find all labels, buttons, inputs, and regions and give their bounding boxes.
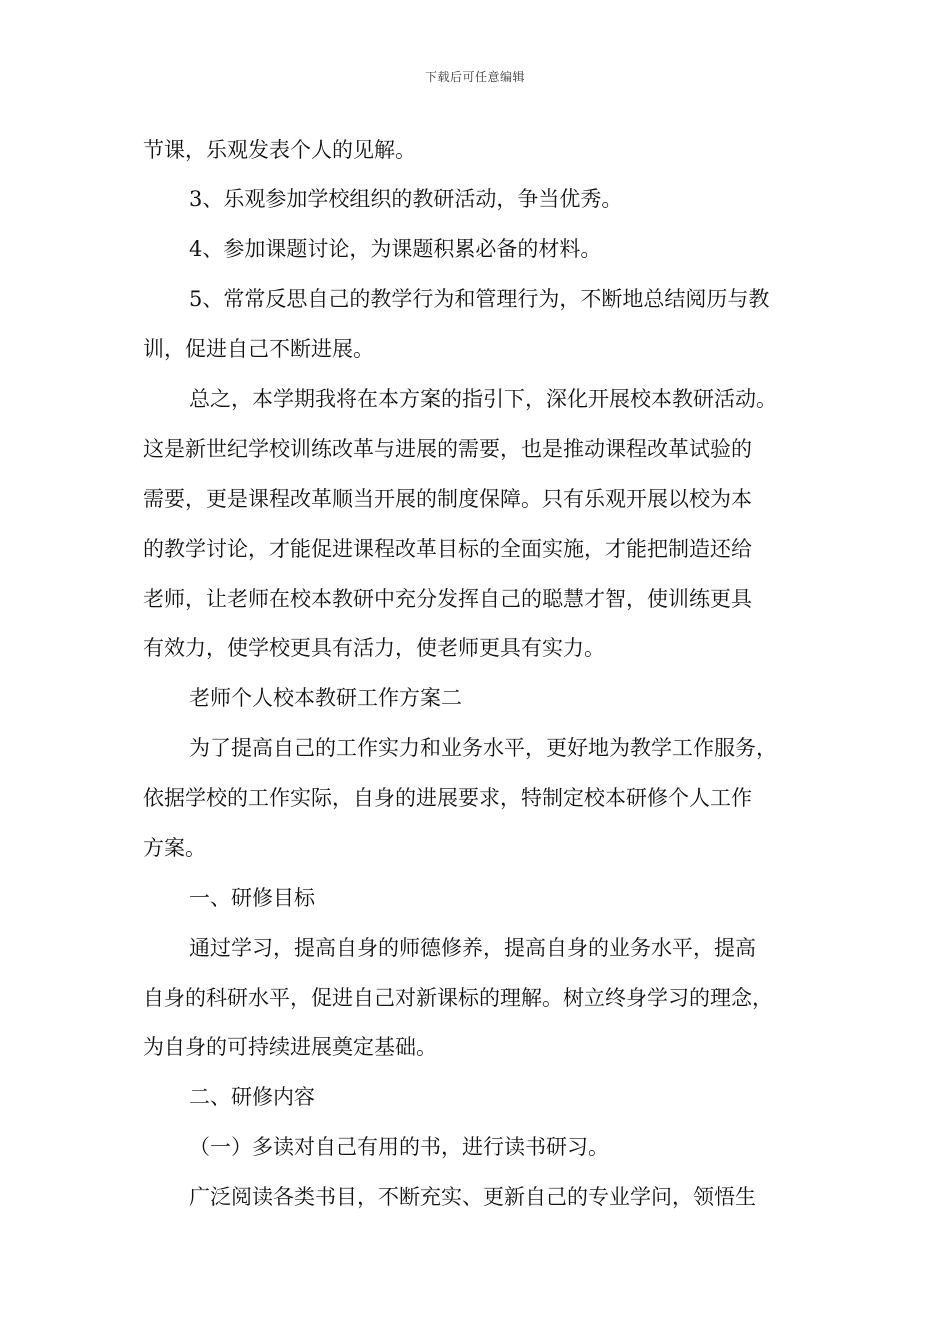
text-line: 依据学校的工作实际，自身的进展要求，特制定校本研修个人工作 (143, 786, 752, 810)
text-line: 训，促进自己不断进展。 (143, 337, 374, 361)
text-line: 3、乐观参加学校组织的教研活动，争当优秀。 (189, 187, 623, 211)
text-line: 自身的科研水平，促进自己对新课标的理解。树立终身学习的理念， (143, 986, 773, 1010)
text-line: 节课，乐观发表个人的见解。 (143, 138, 416, 162)
text-line: 通过学习，提高自身的师德修养，提高自身的业务水平，提高 (189, 936, 756, 960)
section-heading: 一、研修目标 (189, 886, 315, 910)
text-line: 的教学讨论，才能促进课程改革目标的全面实施，才能把制造还给 (143, 537, 752, 561)
section-title: 老师个人校本教研工作方案二 (189, 686, 462, 710)
text-line: 总之，本学期我将在本方案的指引下，深化开展校本教研活动。 (189, 387, 777, 411)
text-line: 这是新世纪学校训练改革与进展的需要，也是推动课程改革试验的 (143, 437, 752, 461)
text-line: 需要，更是课程改革顺当开展的制度保障。只有乐观开展以校为本 (143, 487, 752, 511)
text-line: 广泛阅读各类书目，不断充实、更新自己的专业学问，领悟生 (189, 1185, 756, 1209)
text-line: 有效力，使学校更具有活力，使老师更具有实力。 (143, 636, 605, 660)
text-line: 为了提高自己的工作实力和业务水平，更好地为教学工作服务， (189, 736, 777, 760)
text-line: 老师，让老师在校本教研中充分发挥自己的聪慧才智，使训练更具 (143, 587, 752, 611)
page-header: 下载后可任意编辑 (424, 70, 525, 84)
text-line: 5、常常反思自己的教学行为和管理行为，不断地总结阅历与教 (189, 287, 770, 311)
text-line: 4、参加课题讨论，为课题积累必备的材料。 (189, 237, 602, 261)
text-line: 方案。 (143, 836, 206, 860)
subsection-heading: （一）多读对自己有用的书，进行读书研习。 (189, 1135, 609, 1159)
section-heading: 二、研修内容 (189, 1085, 315, 1109)
text-line: 为自身的可持续进展奠定基础。 (143, 1035, 437, 1059)
